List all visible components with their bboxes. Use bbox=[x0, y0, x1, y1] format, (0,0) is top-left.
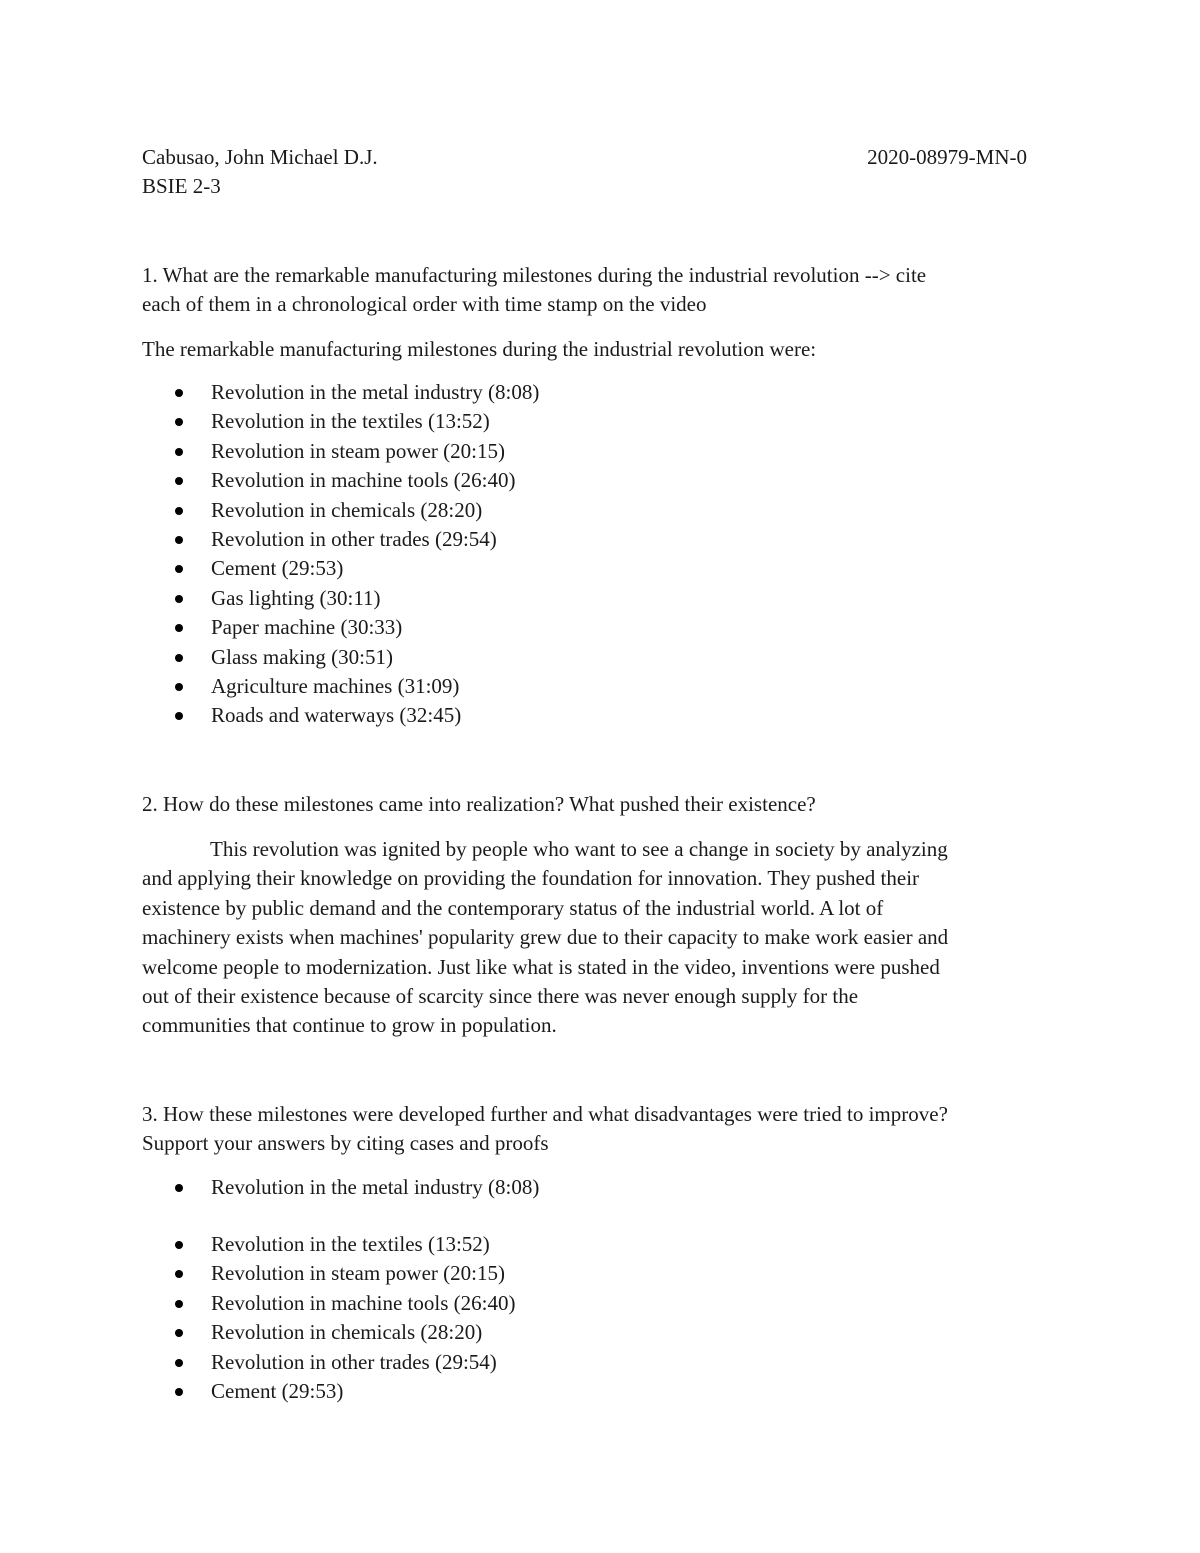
section-label: BSIE 2-3 bbox=[142, 174, 221, 198]
list-item: Revolution in the metal industry (8:08) bbox=[142, 1173, 539, 1202]
bullet-icon bbox=[175, 1184, 183, 1192]
list-item: Revolution in the textiles (13:52) bbox=[142, 407, 539, 436]
bullet-icon bbox=[175, 1388, 183, 1396]
answer-line: out of their existence because of scarcity since there was never enough supply for the bbox=[142, 984, 859, 1009]
answer-line: machinery exists when machines' popularity grew due to their capacity to make work easier and bbox=[142, 925, 949, 950]
question-1-prompt-line-1: 1. What are the remarkable manufacturing milestones during the industrial revolution --> cite bbox=[142, 263, 927, 287]
bullet-icon bbox=[175, 1270, 183, 1278]
list-item: Cement (29:53) bbox=[142, 1377, 515, 1406]
list-item: Revolution in the metal industry (8:08) bbox=[142, 378, 539, 407]
list-item: Revolution in the textiles (13:52) bbox=[142, 1230, 515, 1259]
question-2-answer bbox=[142, 835, 1052, 1041]
list-item: Revolution in steam power (20:15) bbox=[142, 1259, 515, 1288]
bullet-icon bbox=[175, 1329, 183, 1337]
list-item: Agriculture machines (31:09) bbox=[142, 672, 539, 701]
question-3-first-list bbox=[142, 1173, 539, 1202]
question-3-prompt-line-2: Support your answers by citing cases and proofs bbox=[142, 1131, 549, 1155]
list-item: Revolution in machine tools (26:40) bbox=[142, 1289, 515, 1318]
bullet-icon bbox=[175, 1300, 183, 1308]
bullet-icon bbox=[175, 595, 183, 603]
bullet-icon bbox=[175, 683, 183, 691]
question-2-prompt: 2. How do these milestones came into realization? What pushed their existence? bbox=[142, 792, 816, 816]
question-3-list bbox=[142, 1230, 515, 1406]
bullet-icon bbox=[175, 565, 183, 573]
answer-line: communities that continue to grow in population. bbox=[142, 1013, 557, 1038]
bullet-icon bbox=[175, 448, 183, 456]
list-item: Paper machine (30:33) bbox=[142, 613, 539, 642]
list-item: Cement (29:53) bbox=[142, 554, 539, 583]
answer-line: existence by public demand and the contemporary status of the industrial world. A lot of bbox=[142, 895, 884, 920]
list-item: Revolution in steam power (20:15) bbox=[142, 437, 539, 466]
list-item: Revolution in chemicals (28:20) bbox=[142, 1318, 515, 1347]
answer-line: and applying their knowledge on providing the foundation for innovation. They pushed their bbox=[142, 866, 920, 891]
question-1-prompt-line-2: each of them in a chronological order with time stamp on the video bbox=[142, 292, 707, 316]
list-item: Glass making (30:51) bbox=[142, 643, 539, 672]
bullet-icon bbox=[175, 624, 183, 632]
list-item: Revolution in other trades (29:54) bbox=[142, 1348, 515, 1377]
bullet-icon bbox=[175, 507, 183, 515]
bullet-icon bbox=[175, 477, 183, 485]
list-item: Revolution in other trades (29:54) bbox=[142, 525, 539, 554]
list-item: Gas lighting (30:11) bbox=[142, 584, 539, 613]
bullet-icon bbox=[175, 654, 183, 662]
question-3-prompt-line-1: 3. How these milestones were developed further and what disadvantages were tried to improve? bbox=[142, 1102, 948, 1126]
bullet-icon bbox=[175, 536, 183, 544]
student-number: 2020-08979-MN-0 bbox=[867, 145, 1027, 169]
bullet-icon bbox=[175, 389, 183, 397]
list-item: Revolution in chemicals (28:20) bbox=[142, 496, 539, 525]
milestones-list bbox=[142, 378, 539, 731]
answer-line: This revolution was ignited by people who want to see a change in society by analyzing bbox=[210, 837, 948, 861]
answer-line: welcome people to modernization. Just like what is stated in the video, inventions were pushed bbox=[142, 954, 940, 979]
bullet-icon bbox=[175, 418, 183, 426]
question-1-intro: The remarkable manufacturing milestones during the industrial revolution were: bbox=[142, 337, 817, 361]
list-item: Roads and waterways (32:45) bbox=[142, 701, 539, 730]
student-name: Cabusao, John Michael D.J. bbox=[142, 145, 378, 169]
bullet-icon bbox=[175, 1359, 183, 1367]
list-item: Revolution in machine tools (26:40) bbox=[142, 466, 539, 495]
bullet-icon bbox=[175, 1241, 183, 1249]
bullet-icon bbox=[175, 712, 183, 720]
